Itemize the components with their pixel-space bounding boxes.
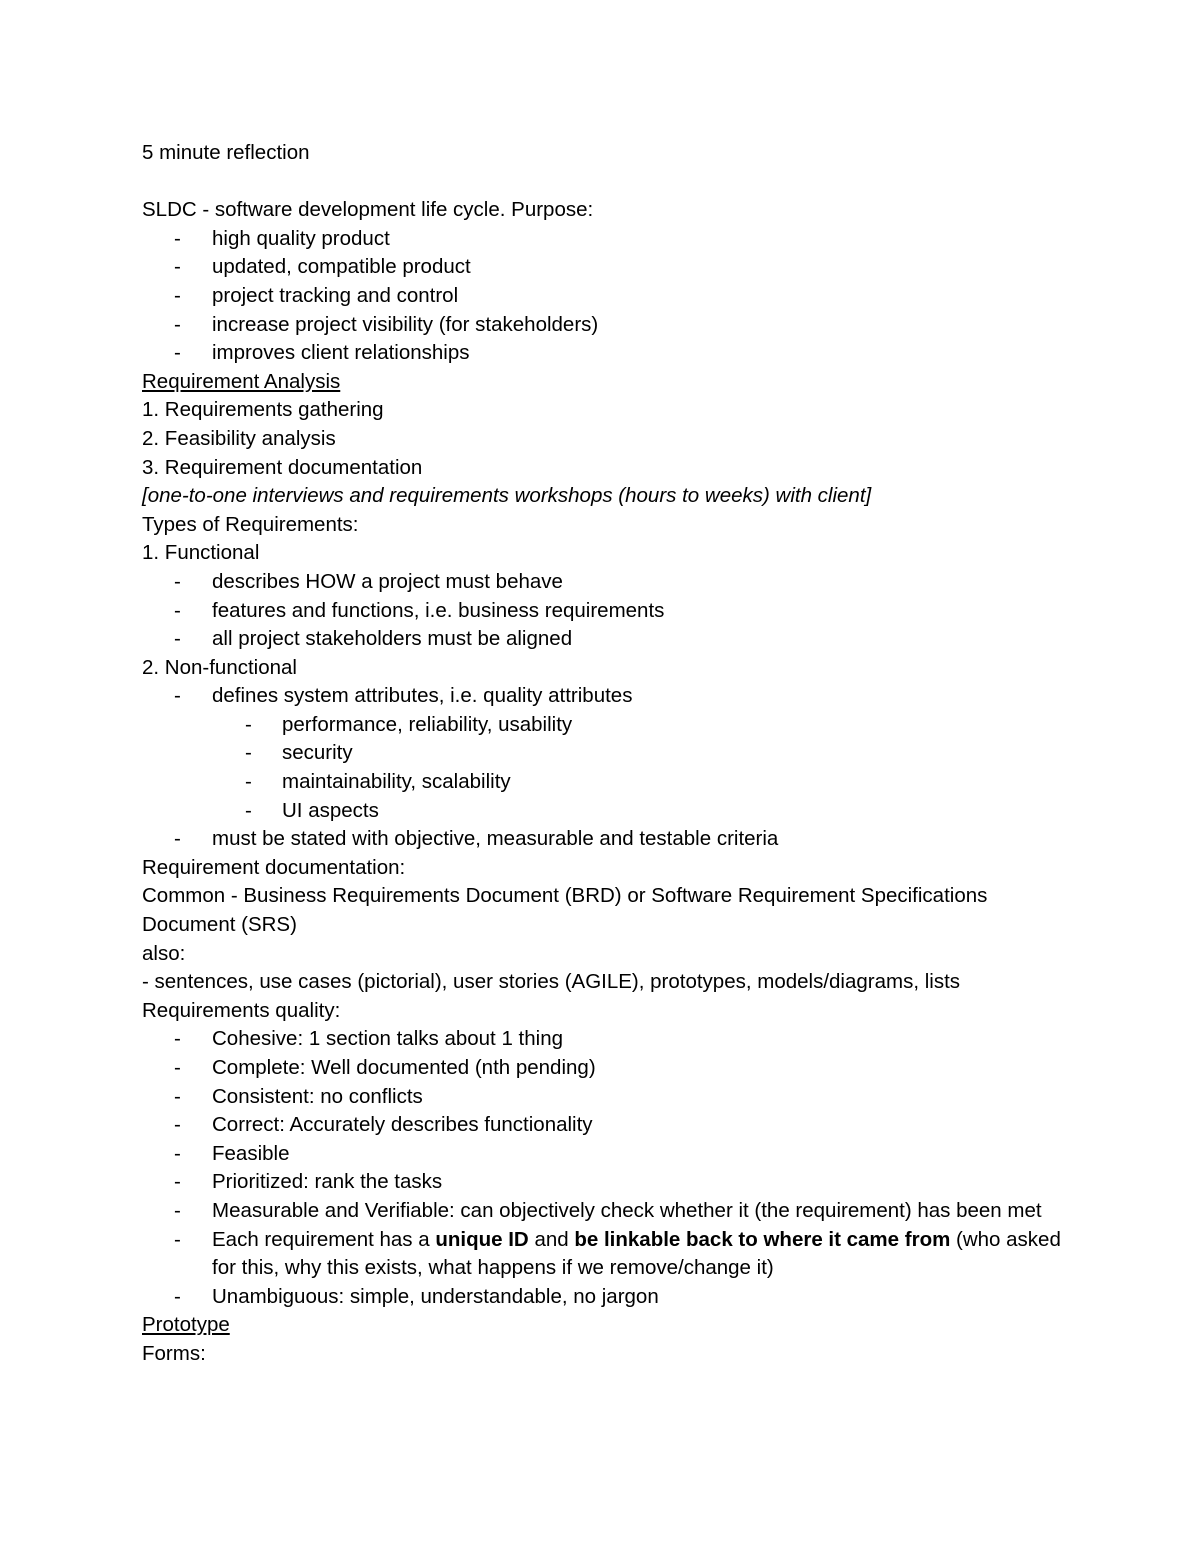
bullet-dash: - <box>174 1284 181 1308</box>
forms-label: Forms: <box>142 1341 206 1365</box>
bullet-dash: - <box>174 1227 181 1251</box>
list-item: - Measurable and Verifiable: can objectively check whether it (the requirement) has been met <box>142 1197 1062 1226</box>
bullet-dash: - <box>174 283 181 307</box>
list-item: 1. Requirements gathering <box>142 398 384 422</box>
list-item: - Unambiguous: simple, understandable, no jargon <box>142 1283 1062 1312</box>
documentation-also: also: <box>142 941 186 965</box>
bullet-dash: - <box>245 741 252 765</box>
list-item: - updated, compatible product <box>142 253 1062 282</box>
list-item: - all project stakeholders must be aligned <box>142 625 1062 654</box>
list-item: - Cohesive: 1 section talks about 1 thing <box>142 1025 1062 1054</box>
requirement-analysis-heading: Requirement Analysis <box>142 369 341 393</box>
types-heading: Types of Requirements: <box>142 512 359 536</box>
bullet-dash: - <box>174 1141 181 1165</box>
bullet-dash: - <box>174 1113 181 1137</box>
non-functional-label: 2. Non-functional <box>142 655 297 679</box>
sub-list-item: - maintainability, scalability <box>142 768 1062 797</box>
page-title: 5 minute reflection <box>142 141 310 164</box>
list-item: - features and functions, i.e. business requirements <box>142 597 1062 626</box>
bullet-dash: - <box>245 798 252 822</box>
documentation-also-item: - sentences, use cases (pictorial), user stories (AGILE), prototypes, models/diagrams, lists <box>142 970 961 994</box>
bullet-dash: - <box>174 1198 181 1222</box>
bullet-dash: - <box>174 312 181 336</box>
list-item: - increase project visibility (for stakeholders) <box>142 311 1062 340</box>
bullet-dash: - <box>174 1084 181 1108</box>
list-item: 3. Requirement documentation <box>142 455 423 479</box>
list-item: - high quality product <box>142 225 1062 254</box>
sub-list-item: - performance, reliability, usability <box>142 711 1062 740</box>
list-item: - Complete: Well documented (nth pending) <box>142 1054 1062 1083</box>
documentation-heading: Requirement documentation: <box>142 855 406 879</box>
list-item: - defines system attributes, i.e. quality attributes <box>142 682 1062 711</box>
list-item: - Consistent: no conflicts <box>142 1083 1062 1112</box>
sldc-heading: SLDC - software development life cycle. Purpose: <box>142 198 594 222</box>
bullet-dash: - <box>174 1056 181 1079</box>
interviews-note: [one-to-one interviews and requirements workshops (hours to weeks) with client] <box>142 484 872 508</box>
list-item: - improves client relationships <box>142 339 1062 368</box>
bullet-dash: - <box>174 598 181 622</box>
bullet-dash: - <box>245 712 252 736</box>
bullet-dash: - <box>245 770 252 794</box>
bullet-dash: - <box>174 684 181 708</box>
bullet-dash: - <box>174 226 181 250</box>
spacer <box>142 168 1062 197</box>
list-item: 2. Feasibility analysis <box>142 426 336 450</box>
quality-heading: Requirements quality: <box>142 998 341 1022</box>
bullet-dash: - <box>174 255 181 279</box>
list-item: - Correct: Accurately describes functionality <box>142 1111 1062 1140</box>
bullet-dash: - <box>174 827 181 851</box>
list-item: - Each requirement has a unique ID and be linkable back to where it came from (who asked for this, why this exists, what happens if we remove/change it) <box>174 1227 1061 1280</box>
bullet-dash: - <box>174 627 181 651</box>
sub-list-item: - UI aspects <box>142 797 1062 826</box>
document-page <box>142 139 1062 1369</box>
list-item: - describes HOW a project must behave <box>142 568 1062 597</box>
list-item: - Prioritized: rank the tasks <box>142 1168 1062 1197</box>
sub-list-item: - security <box>142 739 1062 768</box>
bullet-dash: - <box>174 1027 181 1051</box>
list-item: - must be stated with objective, measurable and testable criteria <box>142 825 1062 854</box>
list-item: - project tracking and control <box>142 282 1062 311</box>
bullet-dash: - <box>174 569 181 593</box>
bullet-dash: - <box>174 1170 181 1194</box>
documentation-common: Common - Business Requirements Document (BRD) or Software Requirement Specifications Document (SRS) <box>142 884 988 937</box>
functional-label: 1. Functional <box>142 541 260 565</box>
bullet-dash: - <box>174 341 181 365</box>
prototype-heading: Prototype <box>142 1313 230 1337</box>
list-item: - Feasible <box>142 1140 1062 1169</box>
